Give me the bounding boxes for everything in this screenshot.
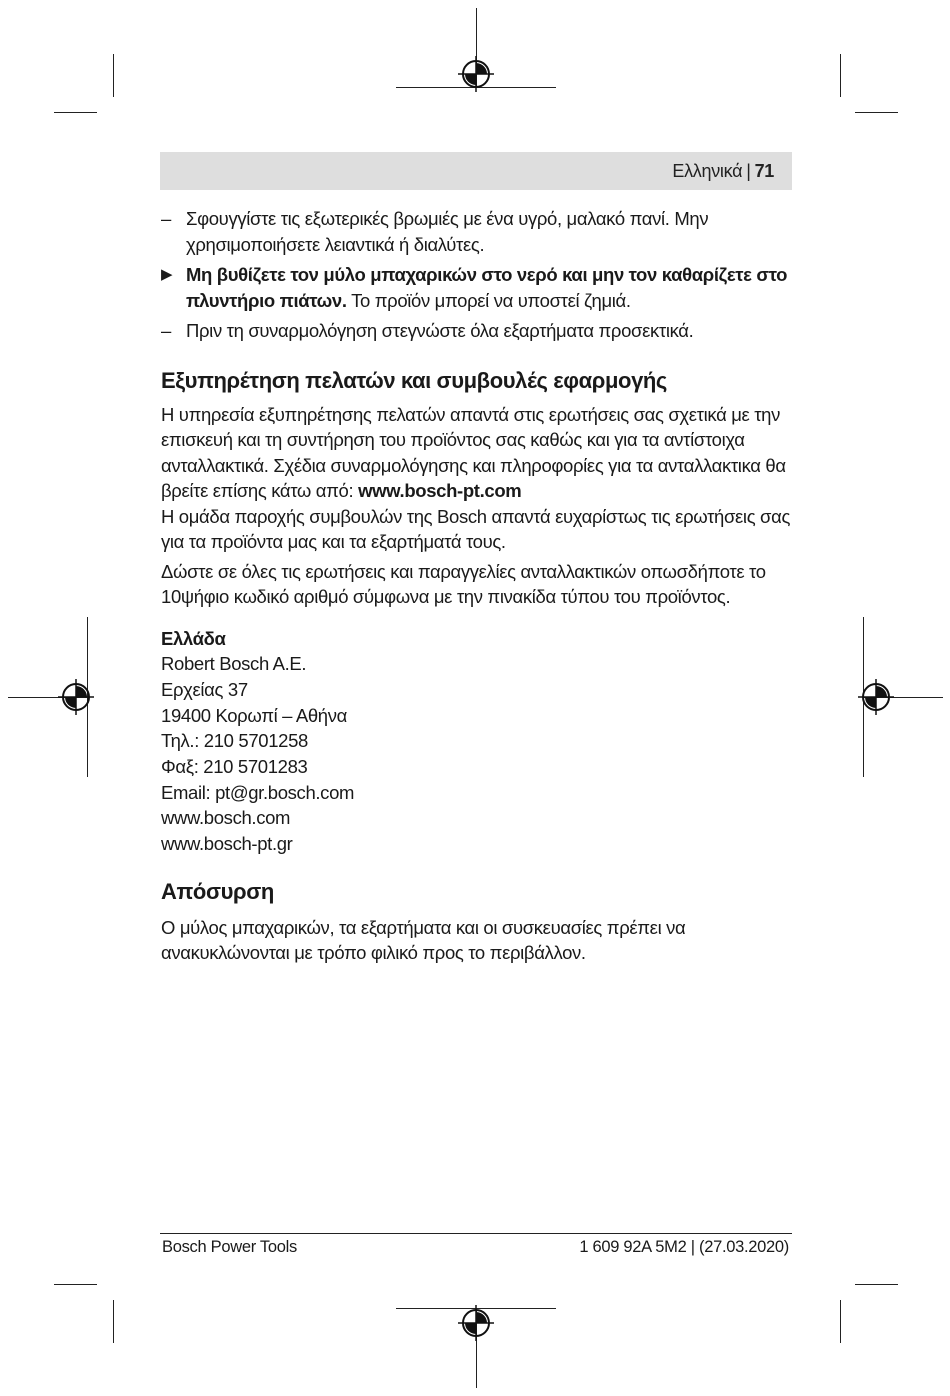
footer-rule	[160, 1233, 792, 1234]
registration-mark-icon	[858, 679, 894, 715]
registration-mark-icon	[458, 1305, 494, 1341]
list-item-text: Σφουγγίστε τις εξωτερικές βρωμιές με ένα υγρό, μαλακό πανί. Μην χρησιμοποιήσετε λειαντικά ή διαλύτες.	[186, 208, 709, 255]
address-line: Robert Bosch A.E.	[161, 653, 307, 675]
email-line[interactable]: Email: pt@gr.bosch.com	[161, 781, 355, 803]
service-paragraph-text: Η υπηρεσία εξυπηρέτησης πελατών απαντά στις ερωτήσεις σας σχετικά με την επισκευή και τη συντήρηση του προϊόντος σας καθώς και για τα αντίστοιχα ανταλλακτικά. Σχέδια συναρμολόγησης και πληροφορίες για τα ανταλλακτικα θα βρείτε επίσης κάτω από:	[161, 403, 786, 501]
footer-doc-number: 1 609 92A 5M2 | (27.03.2020)	[579, 1238, 789, 1256]
page-number: 71	[754, 161, 774, 181]
triangle-bullet-icon: ▶	[161, 266, 173, 283]
page-header	[160, 152, 792, 190]
list-item	[161, 206, 795, 257]
crop-mark	[840, 1300, 841, 1343]
ordering-paragraph: Δώστε σε όλες τις ερωτήσεις και παραγγελίες ανταλλακτικών οπωσδήποτε το 10ψήφιο κωδικό αριθμό σύμφωνα με την πινακίδα τύπου του προϊόντος.	[161, 560, 766, 607]
registration-mark-icon	[458, 56, 494, 92]
header-separator: |	[746, 161, 751, 181]
warning-text: Μη βυθίζετε τον μύλο μπαχαρικών στο νερό και μην τον καθαρίζετε στο πλυντήριο πιάτων.	[186, 264, 788, 311]
header-language: Ελληνικά	[672, 161, 743, 181]
main-content	[161, 206, 795, 966]
crop-mark	[113, 54, 114, 97]
website-line[interactable]: www.bosch.com	[161, 807, 291, 829]
crop-mark	[855, 1284, 898, 1285]
address-line: Ερχείας 37	[161, 678, 248, 700]
header-text	[672, 152, 774, 190]
address-country: Ελλάδα	[161, 627, 226, 649]
list-item	[161, 318, 795, 344]
crop-mark	[855, 112, 898, 113]
dash-marker: –	[161, 320, 171, 341]
crop-mark	[840, 54, 841, 97]
website-line[interactable]: www.bosch-pt.gr	[161, 833, 293, 855]
section-heading-disposal: Απόσυρση	[161, 878, 274, 904]
registration-mark-icon	[58, 679, 94, 715]
phone-line: Τηλ.: 210 5701258	[161, 730, 308, 752]
crop-mark	[54, 1284, 97, 1285]
list-item-text: Πριν τη συναρμολόγηση στεγνώστε όλα εξαρτήματα προσεκτικά.	[186, 320, 694, 341]
service-link[interactable]: www.bosch-pt.com	[358, 480, 522, 501]
service-paragraph	[161, 402, 795, 504]
warning-item	[161, 262, 795, 313]
address-line: 19400 Κορωπί – Αθήνα	[161, 704, 347, 726]
address-block	[161, 626, 795, 857]
crop-mark	[113, 1300, 114, 1343]
crop-mark	[54, 112, 97, 113]
fax-line: Φαξ: 210 5701283	[161, 756, 308, 778]
advice-paragraph: Η ομάδα παροχής συμβουλών της Bosch απαντά ευχαρίστως τις ερωτήσεις σας για τα προϊόντα μας και τα εξαρτήματά τους.	[161, 505, 791, 552]
warning-consequence: Το προϊόν μπορεί να υποστεί ζημιά.	[346, 289, 631, 311]
footer-brand: Bosch Power Tools	[162, 1238, 297, 1256]
section-heading-service: Εξυπηρέτηση πελατών και συμβουλές εφαρμογής	[161, 367, 667, 393]
disposal-paragraph: Ο μύλος μπαχαρικών, τα εξαρτήματα και οι συσκευασίες πρέπει να ανακυκλώνονται με τρόπο φιλικό προς το περιβάλλον.	[161, 916, 686, 964]
dash-marker: –	[161, 208, 171, 229]
